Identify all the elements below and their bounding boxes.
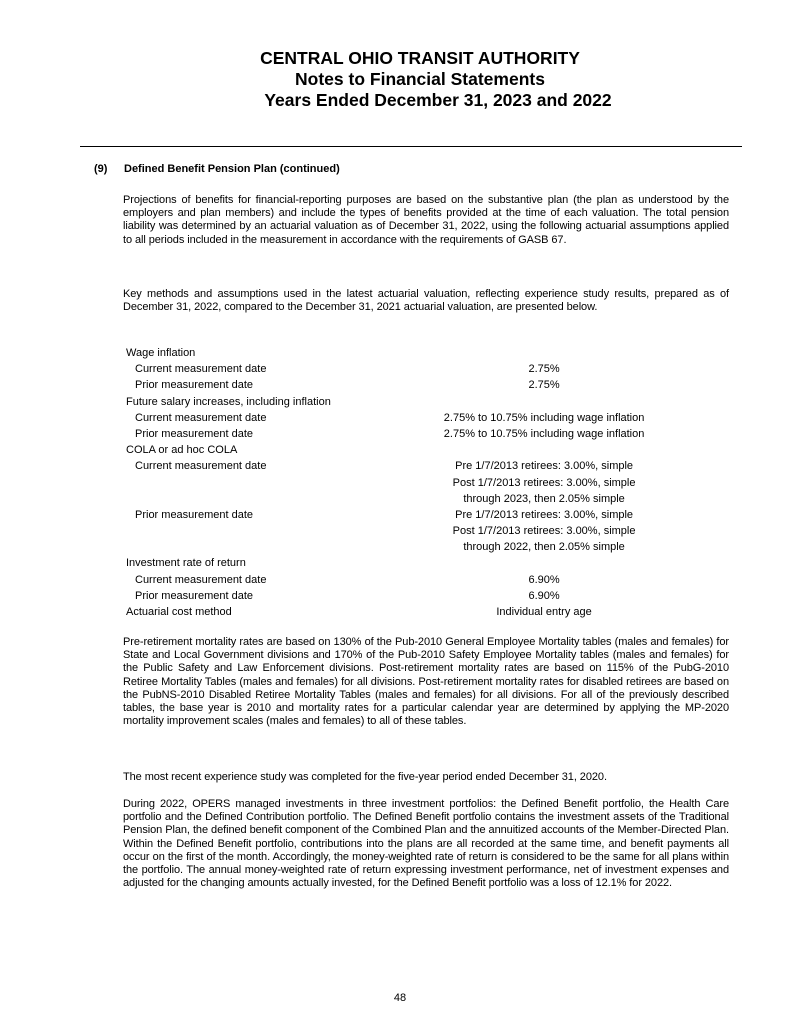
assumption-row [126, 523, 726, 539]
assumption-row [126, 475, 726, 491]
assumption-label: Future salary increases, including inflation [126, 395, 331, 408]
assumption-label [126, 539, 362, 555]
assumption-value: Pre 1/7/2013 retirees: 3.00%, simple [455, 508, 634, 521]
assumption-label: Wage inflation [126, 347, 196, 359]
assumption-value: Post 1/7/2013 retirees: 3.00%, simple [452, 476, 636, 489]
assumption-row [126, 507, 726, 523]
assumption-value: 2.75% [528, 379, 560, 392]
assumption-row [126, 555, 726, 571]
assumption-label: Current measurement date [135, 411, 267, 424]
document-header [0, 48, 800, 111]
assumption-value [362, 555, 726, 571]
assumption-label: Current measurement date [135, 573, 267, 586]
assumption-value: 6.90% [528, 573, 560, 586]
assumption-row [126, 442, 726, 458]
assumption-value [362, 345, 726, 361]
assumption-label: Prior measurement date [135, 508, 253, 521]
paragraph-key-methods: Key methods and assumptions used in the latest actuarial valuation, reflecting experience study results, prepared as of December 31, 2022, compared to the December 31, 2021 actuarial valuation, are presented below. [123, 288, 729, 314]
assumption-row [126, 377, 726, 393]
assumption-row [126, 410, 726, 426]
assumption-value: Pre 1/7/2013 retirees: 3.00%, simple [455, 460, 634, 473]
paragraph-experience-study: The most recent experience study was completed for the five-year period ended December 31, 2020. [123, 771, 607, 783]
reporting-period: Years Ended December 31, 2023 and 2022 [264, 90, 612, 110]
actuarial-assumptions-table [126, 345, 726, 620]
section-heading [94, 163, 340, 175]
section-title: Defined Benefit Pension Plan (continued) [124, 163, 340, 175]
page-number: 48 [393, 992, 407, 1004]
assumption-value: 2.75% to 10.75% including wage inflation [443, 411, 645, 424]
assumption-label: Prior measurement date [135, 589, 253, 602]
assumption-row [126, 539, 726, 555]
assumption-label: Current measurement date [135, 460, 267, 473]
assumption-value: 2.75% to 10.75% including wage inflation [443, 427, 645, 440]
assumption-row [126, 572, 726, 588]
assumption-row [126, 458, 726, 474]
assumption-label: Current measurement date [135, 363, 267, 376]
assumption-value: 2.75% [528, 363, 560, 376]
assumption-row [126, 604, 726, 620]
assumption-label [126, 491, 362, 507]
assumption-value: Individual entry age [496, 606, 592, 618]
assumption-label [126, 475, 362, 491]
assumption-label: Investment rate of return [126, 557, 246, 570]
paragraph-investments: During 2022, OPERS managed investments in three investment portfolios: the Defined Benefit portfolio, the Health Care portfolio and the Defined Contribution portfolio. The Defined Benefit portfolio contains the investment assets of the Traditional Pension Plan, the defined benefit component of the Combined Plan and the annuitized accounts of the Member-Directed Plan. Within the Defined Benefit portfolio, contributions into the plans are all recorded at the same time, and benefit payments all occur on the first of the month. Accordingly, the money-weighted rate of return is considered to be the same for all plans within the portfolio. The annual money-weighted rate of return expressing investment performance, net of investment expenses and adjusted for the changing amounts actually invested, for the Defined Benefit portfolio was a loss of 12.1% for 2022. [123, 798, 729, 890]
paragraph-projections: Projections of benefits for financial-reporting purposes are based on the substantive plan (the plan as understood by the employers and plan members) and include the types of benefits provided at the time of each valuation. The total pension liability was determined by an actuarial valuation as of December 31, 2022, using the following actuarial assumptions applied to all periods included in the measurement in accordance with the requirements of GASB 67. [123, 194, 729, 246]
assumption-label: Prior measurement date [135, 379, 253, 392]
assumption-value: 6.90% [528, 589, 560, 602]
assumption-value: through 2022, then 2.05% simple [463, 541, 625, 554]
header-divider [80, 146, 742, 147]
assumption-row [126, 345, 726, 361]
organization-name: CENTRAL OHIO TRANSIT AUTHORITY [260, 48, 580, 68]
assumption-value [362, 394, 726, 410]
assumption-row [126, 361, 726, 377]
document-title: Notes to Financial Statements [295, 69, 545, 89]
assumption-label [126, 523, 362, 539]
assumption-label: COLA or ad hoc COLA [126, 444, 238, 457]
assumption-row [126, 426, 726, 442]
assumption-row [126, 491, 726, 507]
section-number: (9) [94, 163, 108, 175]
assumption-value: through 2023, then 2.05% simple [463, 492, 625, 505]
assumption-label: Prior measurement date [135, 427, 253, 440]
assumption-label: Actuarial cost method [126, 606, 232, 618]
paragraph-mortality: Pre-retirement mortality rates are based on 130% of the Pub-2010 General Employee Mortality tables (males and females) for State and Local Government divisions and 170% of the Pub-2010 Safety Employee Mortality tables (males and females) for the Public Safety and Law Enforcement divisions. Post-retirement mortality rates are based on 115% of the PubG-2010 Retiree Mortality Tables (males and females) for all divisions. Post-retirement mortality rates for disabled retirees are based on the PubNS-2010 Disabled Retiree Mortality Tables (males and females) for all divisions. For all of the previously described tables, the base year is 2010 and mortality rates for a particular calendar year are determined by applying the MP-2020 mortality improvement scales (males and females) to all of these tables. [123, 636, 729, 728]
assumption-row [126, 394, 726, 410]
assumption-value: Post 1/7/2013 retirees: 3.00%, simple [452, 525, 636, 538]
assumption-row [126, 588, 726, 604]
assumption-value [362, 442, 726, 458]
